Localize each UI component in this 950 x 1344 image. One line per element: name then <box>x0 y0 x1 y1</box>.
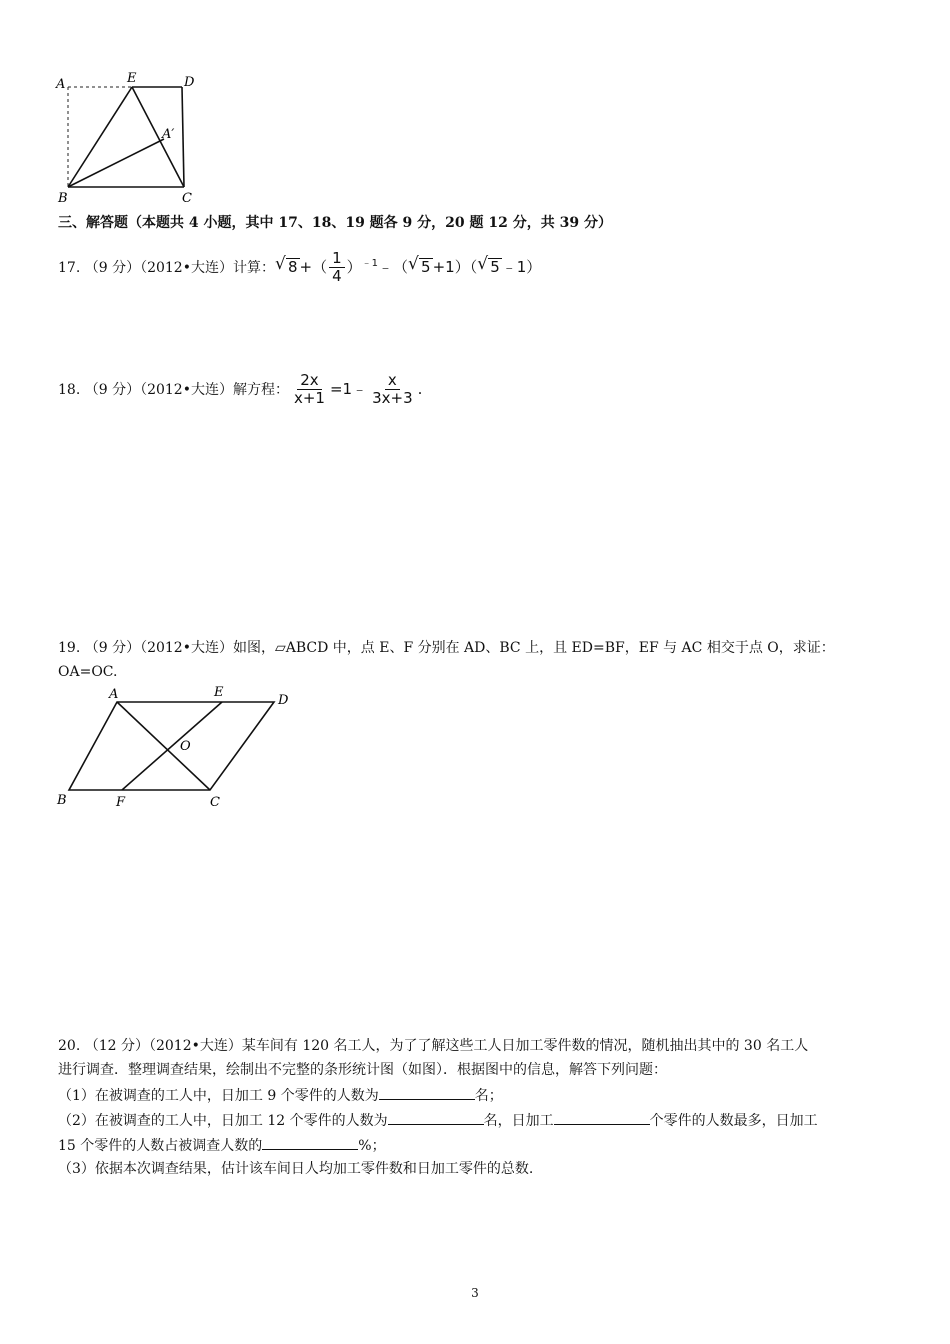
question-20-part-2: （2）在被调查的工人中，日加工 12 个零件的人数为 名，日加工 个零件的人数最多，日加工 <box>58 1110 818 1131</box>
fig1-label-a: A <box>56 77 66 92</box>
fig2-label-e: E <box>214 685 224 700</box>
page-number: 3 <box>471 1286 479 1300</box>
fig2-label-b: B <box>57 793 67 808</box>
question-19-line-1: 19. （9 分）（2012•大连）如图，▱ABCD 中，点 E、F 分别在 AD、BC 上，且 ED=BF，EF 与 AC 相交于点 O，求证： <box>58 640 835 656</box>
q17-sqrt-5b: √ 5 <box>477 254 500 276</box>
q18-fraction-2: $\frac{x}{3x+3}$ <box>372 371 413 407</box>
answer-blank-1[interactable] <box>379 1085 475 1100</box>
fig2-label-o: O <box>180 739 191 754</box>
q17-prefix: 17. （9 分）（2012•大连）计算： <box>58 260 275 276</box>
fig1-label-c: C <box>182 191 192 206</box>
q17-sqrt-5a: √ 5 <box>408 254 431 276</box>
question-20-part-2-cont: 15 个零件的人数占被调查人数的 %； <box>58 1135 386 1156</box>
q17-fraction: $\frac{1}{4}$ <box>329 250 345 285</box>
fig1-label-b: B <box>58 191 68 206</box>
parallelogram-figure <box>52 682 312 814</box>
answer-blank-3[interactable] <box>554 1110 650 1125</box>
question-18: 18. （9 分）（2012•大连）解方程： $\frac{2x}{x+1}$ =1﹣ $\frac{x}{3x+3}$ . <box>58 371 423 407</box>
fig2-label-c: C <box>210 795 220 810</box>
fig1-label-a-prime: A′ <box>162 127 175 142</box>
fig1-label-e: E <box>127 71 137 86</box>
folded-square-figure <box>52 68 212 208</box>
fig2-label-a: A <box>109 687 119 702</box>
question-20-line-2: 进行调查．整理调查结果，绘制出不完整的条形统计图（如图）．根据图中的信息，解答下列问题： <box>58 1062 667 1078</box>
answer-blank-4[interactable] <box>262 1135 358 1150</box>
question-20-part-1: （1）在被调查的工人中，日加工 9 个零件的人数为 名； <box>58 1085 503 1106</box>
question-20-line-1: 20. （12 分）（2012•大连）某车间有 120 名工人，为了了解这些工人日加工零件数的情况，随机抽出其中的 30 名工人 <box>58 1038 809 1054</box>
question-17: 17. （9 分）（2012•大连）计算： √ 8 +（ $\frac{1}{4}$ ）$^{﹣1}$﹣（ √ 5 +1）（ √ 5 ﹣1） <box>58 249 542 285</box>
fig2-label-d: D <box>278 693 289 708</box>
section-heading: 三、解答题（本题共 4 小题，其中 17、18、19 题各 9 分，20 题 12 分，共 39 分） <box>58 215 612 231</box>
answer-blank-2[interactable] <box>388 1110 484 1125</box>
q17-sqrt-8: √ 8 <box>274 254 298 276</box>
question-20-part-3: （3）依据本次调查结果，估计该车间日人均加工零件数和日加工零件的总数. <box>58 1161 534 1177</box>
q18-fraction-1: $\frac{2x}{x+1}$ <box>293 371 325 407</box>
question-19-line-2: OA=OC. <box>58 664 118 680</box>
fig2-label-f: F <box>116 795 126 810</box>
fig1-label-d: D <box>184 75 195 90</box>
q18-prefix: 18. （9 分）（2012•大连）解方程： <box>58 382 289 398</box>
q17-exponent: ﹣1 <box>361 258 379 269</box>
